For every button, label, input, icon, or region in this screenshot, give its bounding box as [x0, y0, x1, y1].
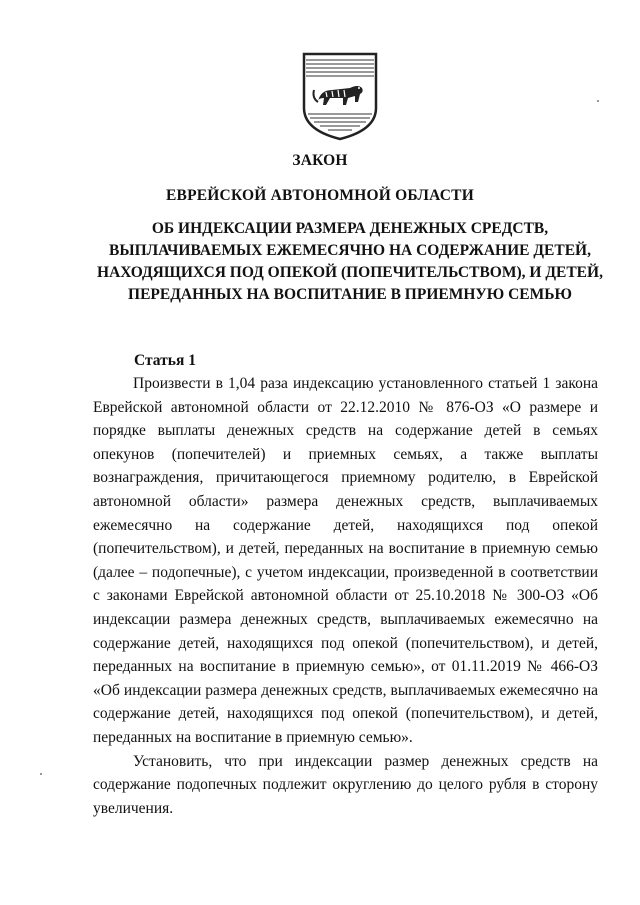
law-title: ОБ ИНДЕКСАЦИИ РАЗМЕРА ДЕНЕЖНЫХ СРЕДСТВ, ВЫПЛАЧИВАЕМЫХ ЕЖЕМЕСЯЧНО НА СОДЕРЖАНИЕ ДЕТЕЙ, НАХОДЯЩИХСЯ ПОД ОПЕКОЙ (ПОПЕЧИТЕЛЬСТВОМ), И ДЕТЕЙ, ПЕРЕДАННЫХ НА ВОСПИТАНИЕ В ПРИЕМНУЮ СЕМЬЮ [97, 220, 603, 303]
article-heading: Статья 1 [134, 352, 196, 369]
scan-speck [40, 773, 42, 775]
paragraph: Произвести в 1,04 раза индексацию установленного статьей 1 закона Еврейской автономной области от 22.12.2010 № 876-ОЗ «О размере и порядке выплаты денежных средств на содержание детей в семьях опекунов (попечителей) и приемных семьях, а также выплаты вознаграждения, причитающегося приемному родителю, в Еврейской автономной области» размера денежных средств, выплачиваемых ежемесячно на содержание детей, находящихся под опекой (попечительством), и детей, переданных на воспитание в приемную семью (далее – подопечные), с учетом индексации, произведенной в соответствии с законами Еврейской автономной области от 25.10.2018 № 300-ОЗ «Об индексации размера денежных средств, выплачиваемых ежемесячно на содержание детей, находящихся под опекой (попечительством), и детей, переданных на воспитание в приемную семью», от 01.11.2019 № 466-ОЗ «Об индексации размера денежных средств, выплачиваемых ежемесячно на содержание детей, находящихся под опекой (попечительством), и детей, переданных на воспитание в приемную семью». [93, 375, 598, 746]
article-body [93, 372, 598, 820]
document-heading: ЗАКОН [292, 152, 348, 169]
coat-of-arms-tiger-icon [300, 50, 380, 142]
scan-speck [597, 100, 599, 102]
region-name: ЕВРЕЙСКОЙ АВТОНОМНОЙ ОБЛАСТИ [166, 187, 474, 204]
paragraph: Установить, что при индексации размер денежных средств на содержание подопечных подлежит округлению до целого рубля в сторону увеличения. [93, 752, 598, 817]
